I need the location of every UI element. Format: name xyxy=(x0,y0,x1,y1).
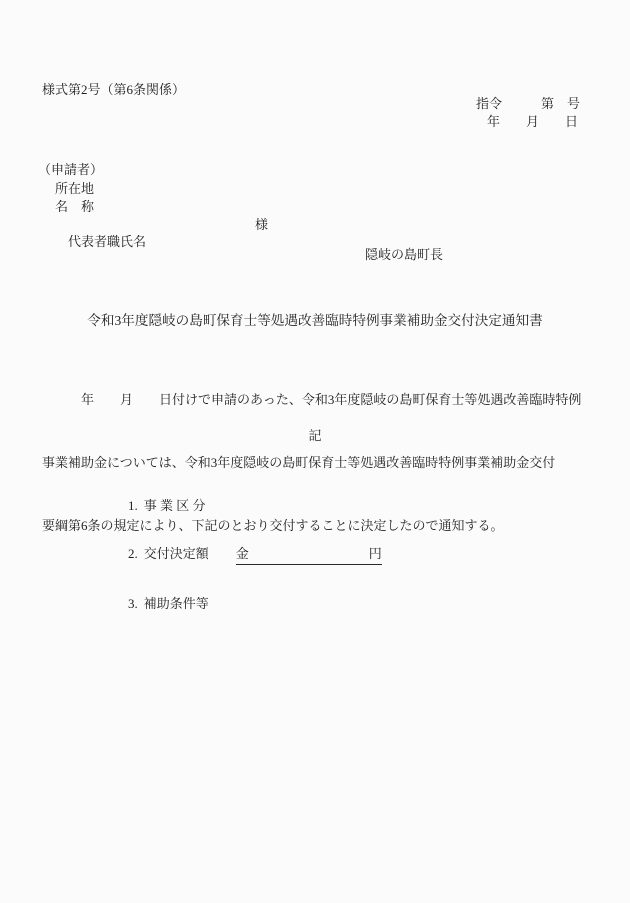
representative-label: 代表者職氏名 xyxy=(68,233,147,249)
item-label: 事 業 区 分 xyxy=(143,497,206,513)
item-label: 補助条件等 xyxy=(143,595,209,611)
body-line: 年 月 日付けで申請のあった、令和3年度隠岐の島町保育士等処遇改善臨時特例 xyxy=(42,392,582,407)
document-title: 令和3年度隠岐の島町保育士等処遇改善臨時特例事業補助金交付決定通知書 xyxy=(87,313,543,328)
item-label: 交付決定額 xyxy=(143,545,209,561)
applicant-heading: （申請者） xyxy=(38,162,104,177)
amount-suffix: 円 xyxy=(368,545,382,561)
item-number: 2. xyxy=(128,545,138,561)
item-grant-amount xyxy=(115,529,382,582)
item-number: 3. xyxy=(128,595,138,611)
amount-prefix: 金 xyxy=(235,545,249,561)
record-marker: 記 xyxy=(308,428,322,443)
item-number: 1. xyxy=(128,497,138,513)
name-label: 名 称 xyxy=(55,199,95,214)
issuer-title: 隠岐の島町長 xyxy=(365,247,444,262)
issue-date-line: 年 月 日 xyxy=(486,114,578,129)
honorific-label: 様 xyxy=(255,217,269,232)
representative-row xyxy=(55,217,269,285)
item-subsidy-conditions xyxy=(115,579,209,630)
body-line: 事業補助金については、令和3年度隠岐の島町保育士等処遇改善臨時特例事業補助金交付 xyxy=(42,455,556,470)
amount-underline xyxy=(236,546,382,565)
item-business-category xyxy=(115,481,206,532)
body-line: 要綱第6条の規定により、下記のとおり交付することに決定したので通知する。 xyxy=(42,518,504,533)
form-number-label: 様式第2号（第6条関係） xyxy=(42,82,186,97)
directive-number-line: 指令 第 号 xyxy=(475,96,580,111)
address-label: 所在地 xyxy=(55,181,95,196)
